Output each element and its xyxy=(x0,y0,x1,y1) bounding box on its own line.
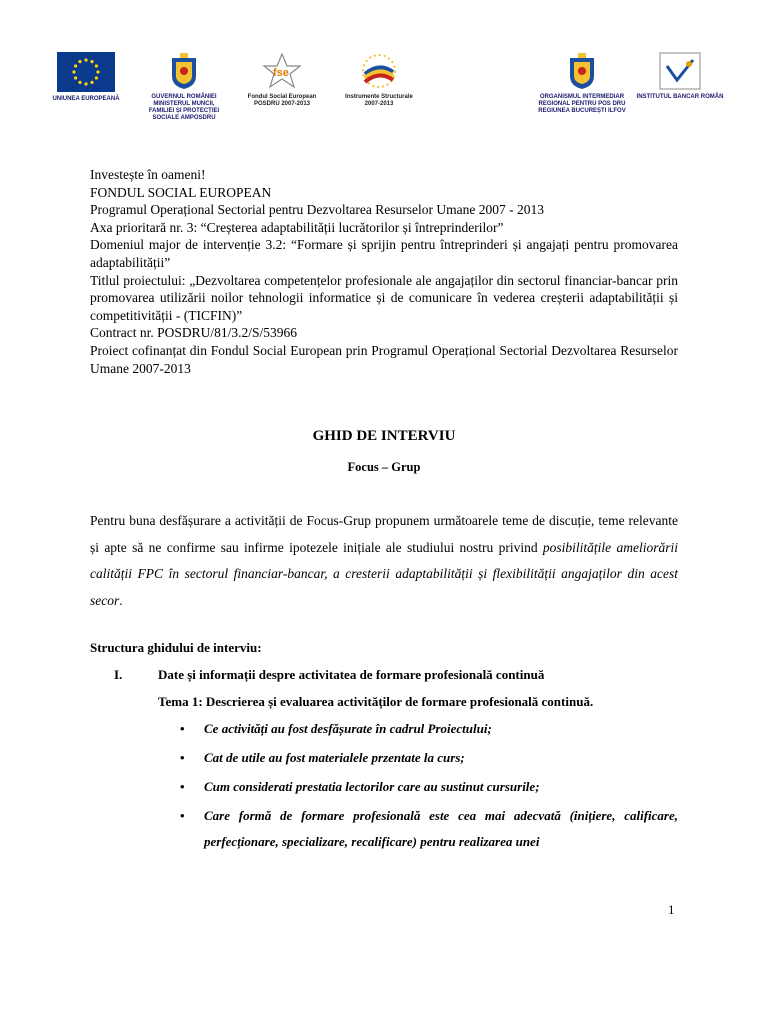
header-line: Contract nr. POSDRU/81/3.2/S/53966 xyxy=(90,325,298,341)
ibr-logo xyxy=(634,52,726,101)
logo-caption: GUVERNUL ROMÂNIEI MINISTERUL MUNCII, FAMILIEI ȘI PROTECȚIEI SOCIALE AMPOSDRU xyxy=(148,94,220,121)
bullet-icon: • xyxy=(180,721,185,736)
instrumente-logo xyxy=(344,52,414,108)
list-item-text: Ce activități au fost desfășurate în cadrul Proiectului; xyxy=(204,721,492,736)
intro-paragraph xyxy=(90,508,678,614)
coat-of-arms-icon xyxy=(568,52,596,90)
header-line: Programul Operațional Sectorial pentru Dezvoltarea Resurselor Umane 2007 - 2013 xyxy=(90,202,544,218)
list-item xyxy=(180,774,678,800)
header-line: Axa prioritară nr. 3: “Creșterea adaptabilității lucrătorilor și întreprinderilor” xyxy=(90,219,504,235)
bullet-icon: • xyxy=(180,750,185,765)
document-title: GHID DE INTERVIU xyxy=(312,428,456,444)
header-line: Investește în oameni! xyxy=(90,167,206,182)
page-number: 1 xyxy=(668,902,675,917)
document-subtitle: Focus – Grup xyxy=(347,460,421,474)
oi-logo xyxy=(534,52,630,115)
instrumente-structurale-icon xyxy=(359,52,399,90)
question-list xyxy=(180,716,678,858)
structure-heading: Structura ghidului de interviu: xyxy=(90,640,262,655)
list-item-text: Cat de utile au fost materialele przentate la curs; xyxy=(204,750,465,765)
list-item-text: Care formă de formare profesională este cea mai adecvată (inițiere, calificare, perfecționare, specializare, recalificare) pentru realizarea unei xyxy=(204,808,678,849)
tema-heading: Tema 1: Descrierea și evaluarea activităților de formare profesională continuă. xyxy=(158,694,594,709)
guvern-logo xyxy=(140,52,228,122)
intro-italic-text: posibilitățile ameliorării calității FPC în sectorul financiar-bancar, a cresterii adaptabilității și flexibilității angajaților din acest secor xyxy=(90,539,678,608)
bullet-icon: • xyxy=(180,779,185,794)
eu-flag-icon xyxy=(57,52,115,92)
logo-row xyxy=(0,52,768,132)
logo-caption: INSTITUTUL BANCAR ROMÂN xyxy=(636,94,724,100)
fse-logo xyxy=(244,52,320,108)
logo-caption: UNIUNEA EUROPEANĂ xyxy=(52,96,120,102)
section-heading xyxy=(114,667,544,683)
logo-caption: Fondul Social European POSDRU 2007-2013 xyxy=(247,94,317,107)
logo-caption: Instrumente Structurale 2007-2013 xyxy=(345,94,413,107)
ibr-emblem-icon xyxy=(659,52,701,90)
header-line: Proiect cofinanțat din Fondul Social European prin Programul Operațional Sectorial Dezvoltarea Resurselor Umane 2007-2013 xyxy=(90,342,678,376)
section-number: I. xyxy=(114,667,123,682)
list-item-text: Cum considerati prestatia lectorilor care au sustinut cursurile; xyxy=(204,779,540,794)
bullet-icon: • xyxy=(180,808,185,823)
coat-of-arms-icon xyxy=(170,52,198,90)
eu-logo xyxy=(52,52,120,103)
fse-star-icon xyxy=(260,52,304,90)
header-line: Domeniul major de intervenție 3.2: “Formare și sprijin pentru întreprinderi și angajați pentru promovarea adaptabilității” xyxy=(90,237,678,270)
list-item xyxy=(180,803,678,855)
header-line: FONDUL SOCIAL EUROPEAN xyxy=(90,184,272,200)
intro-end: . xyxy=(119,592,123,608)
logo-caption: ORGANISMUL INTERMEDIAR REGIONAL PENTRU POS DRU REGIUNEA BUCUREȘTI ILFOV xyxy=(538,94,626,114)
intro-text: Pentru buna desfășurare a activității de Focus-Grup propunem următoarele teme de discuție, teme relevante și apte să ne confirme sau infirme ipotezele inițiale ale studiului nostru privind xyxy=(90,513,678,555)
project-header xyxy=(90,166,678,377)
list-item xyxy=(180,716,678,742)
header-line: Titlul proiectului: „Dezvoltarea competențelor profesionale ale angajaților din sectorul financiar-bancar prin promovarea utilizării noilor tehnologii informatice și de comunicare în vederea creșterii adaptabilității și competitivității - (TICFIN)” xyxy=(90,272,678,323)
section-title: Date și informații despre activitatea de formare profesională continuă xyxy=(158,667,545,682)
list-item xyxy=(180,745,678,771)
svg-text:fse: fse xyxy=(273,67,289,79)
